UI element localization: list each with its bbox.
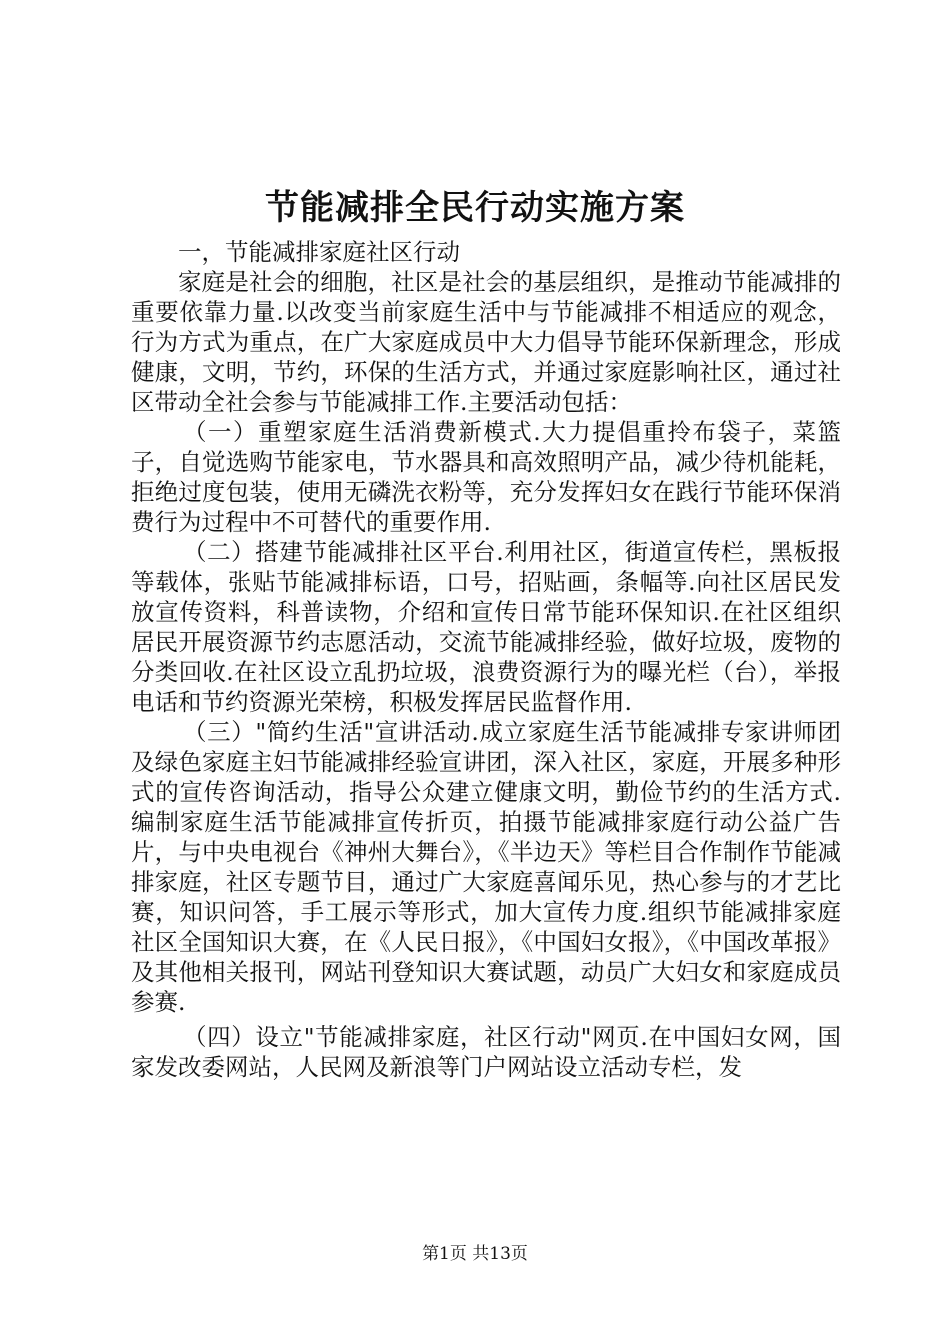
page-footer: 第1页 共13页 bbox=[422, 1244, 528, 1264]
document-title: 节能减排全民行动实施方案 bbox=[265, 188, 685, 228]
paragraph-intro: 家庭是社会的细胞，社区是社会的基层组织，是推动节能减排的重要依靠力量.以改变当前家庭生活中与节能减排不相适应的观念，行为方式为重点，在广大家庭成员中大力倡导节能环保新理念，形成健康，文明，节约，环保的生活方式，并通过家庭影响社区，通过社区带动全社会参与节能减排工作.主要活动包括： bbox=[131, 268, 841, 416]
document-body bbox=[131, 237, 841, 1082]
section-heading: 一，节能减排家庭社区行动 bbox=[178, 238, 460, 266]
paragraph-item-4: （四）设立"节能减排家庭，社区行动"网页.在中国妇女网，国家发改委网站，人民网及新浪等门户网站设立活动专栏，发 bbox=[131, 1023, 841, 1081]
paragraph-item-2: （二）搭建节能减排社区平台.利用社区，街道宣传栏，黑板报等载体，张贴节能减排标语，口号，招贴画，条幅等.向社区居民发放宣传资料，科普读物，介绍和宣传日常节能环保知识.在社区组织居民开展资源节约志愿活动，交流节能减排经验，做好垃圾，废物的分类回收.在社区设立乱扔垃圾，浪费资源行为的曝光栏（台），举报电话和节约资源光荣榜，积极发挥居民监督作用. bbox=[131, 538, 841, 716]
paragraph-item-1: （一）重塑家庭生活消费新模式.大力提倡重拎布袋子，菜篮子，自觉选购节能家电，节水器具和高效照明产品，减少待机能耗，拒绝过度包装，使用无磷洗衣粉等，充分发挥妇女在践行节能环保消费行为过程中不可替代的重要作用. bbox=[131, 418, 841, 536]
paragraph-item-3: （三）"简约生活"宣讲活动.成立家庭生活节能减排专家讲师团及绿色家庭主妇节能减排经验宣讲团，深入社区，家庭，开展多种形式的宣传咨询活动，指导公众建立健康文明，勤俭节约的生活方式.编制家庭生活节能减排宣传折页，拍摄节能减排家庭行动公益广告片，与中央电视台《神州大舞台》，《半边天》等栏目合作制作节能减排家庭，社区专题节目，通过广大家庭喜闻乐见，热心参与的才艺比赛，知识问答，手工展示等形式，加大宣传力度.组织节能减排家庭社区全国知识大赛，在《人民日报》，《中国妇女报》，《中国改革报》及其他相关报刊，网站刊登知识大赛试题，动员广大妇女和家庭成员参赛. bbox=[131, 718, 841, 1016]
